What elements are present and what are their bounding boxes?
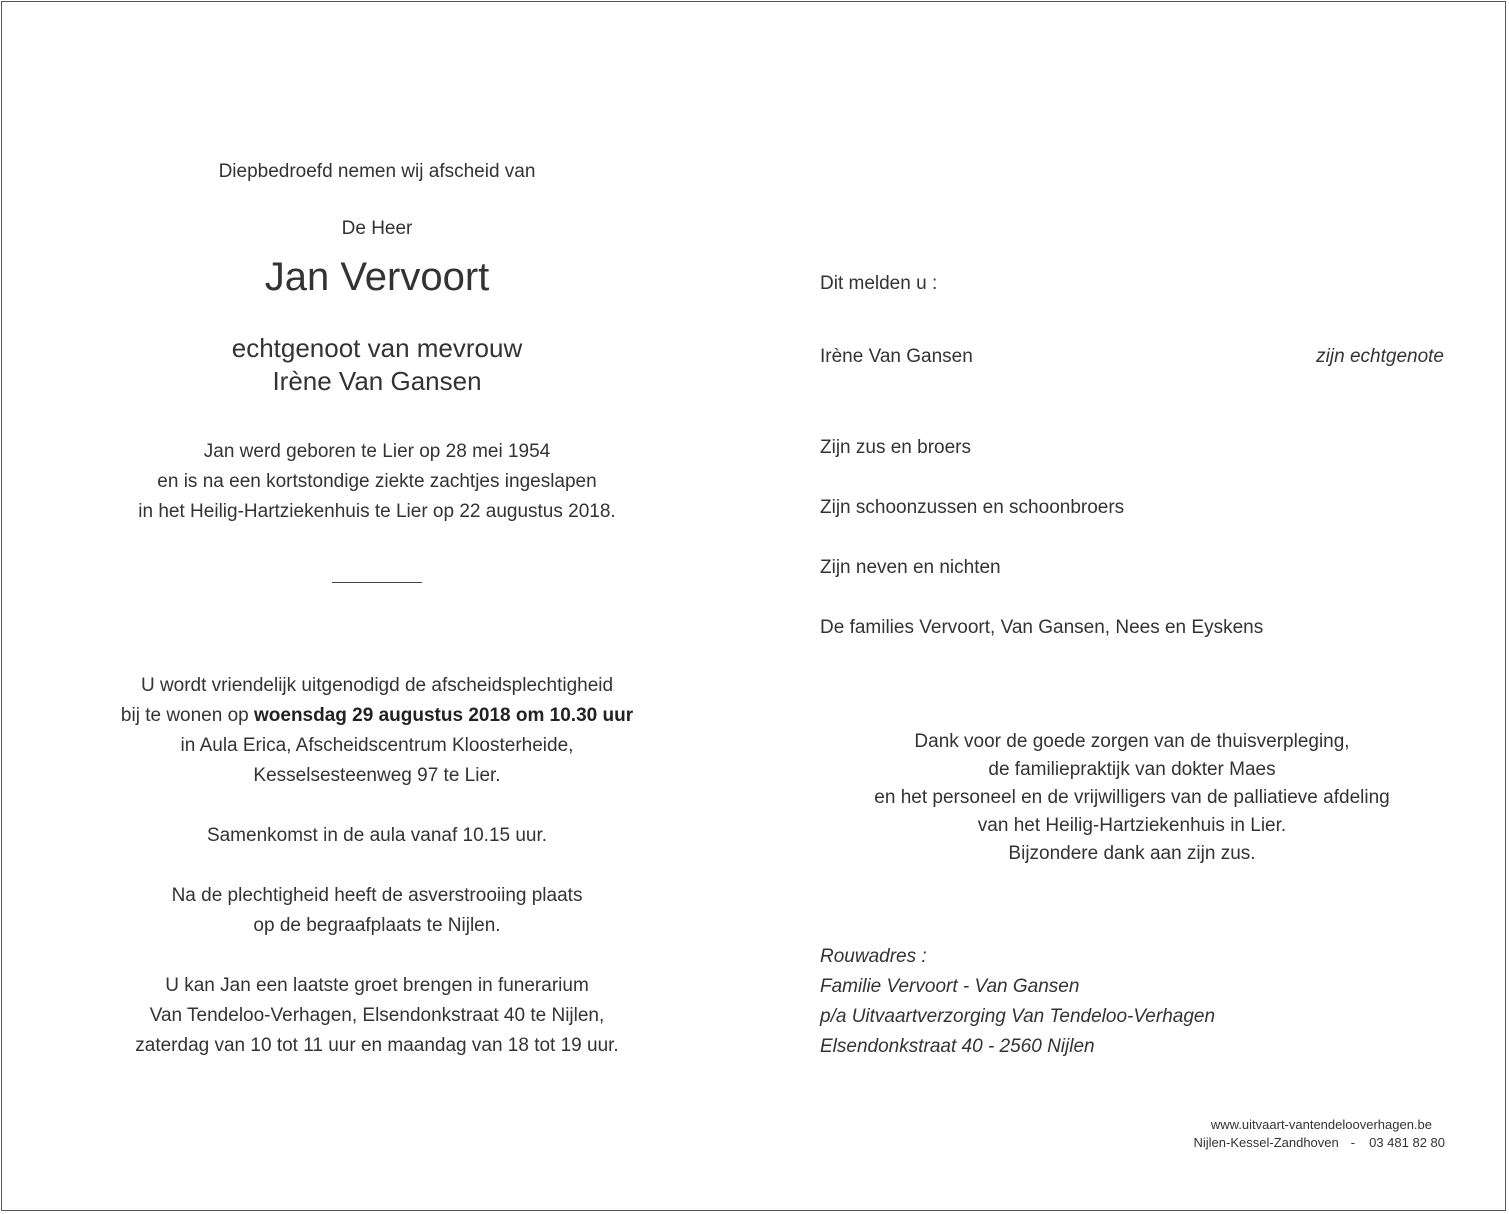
thanks-line: de familiepraktijk van dokter Maes <box>988 759 1276 780</box>
invite-line: Kesselsesteenweg 97 te Lier. <box>253 765 501 786</box>
family-line: De families Vervoort, Van Gansen, Nees en Eyskens <box>820 617 1264 638</box>
spouse-label: echtgenoot van mevrouw <box>231 333 523 363</box>
scattering-line: op de begraafplaats te Nijlen. <box>253 915 501 936</box>
gathering-text: Samenkomst in de aula vanaf 10.15 uur. <box>206 825 548 846</box>
bio-line: Jan werd geboren te Lier op 28 mei 1954 <box>203 441 551 462</box>
thanks-line: Dank voor de goede zorgen van de thuisverpleging, <box>914 731 1350 752</box>
contact-separator: - <box>1350 1135 1356 1150</box>
funeral-home-phone: 03 481 82 80 <box>1369 1135 1445 1150</box>
funeral-home-locations: Nijlen-Kessel-Zandhoven <box>1193 1135 1339 1150</box>
address-line: p/a Uitvaartverzorging Van Tendeloo-Verhagen <box>820 1006 1216 1027</box>
divider-line <box>332 582 422 583</box>
funeral-home-website: www.uitvaart-vantendelooverhagen.be <box>1210 1117 1432 1132</box>
bio-line: en is na een kortstondige ziekte zachtjes ingeslapen <box>157 471 597 492</box>
survivor-spouse-role: zijn echtgenote <box>1316 346 1444 367</box>
invite-line: in Aula Erica, Afscheidscentrum Kloosterheide, <box>180 735 574 756</box>
invite-prefix: bij te wonen op <box>120 705 254 726</box>
invite-line-date <box>121 705 633 727</box>
address-heading: Rouwadres : <box>820 946 927 967</box>
ceremony-datetime: woensdag 29 augustus 2018 om 10.30 uur <box>254 705 634 726</box>
family-line: Zijn schoonzussen en schoonbroers <box>820 497 1125 518</box>
honorific: De Heer <box>341 218 413 239</box>
visit-line: U kan Jan een laatste groet brengen in funerarium <box>165 975 589 996</box>
deceased-name: Jan Vervoort <box>264 255 490 299</box>
visit-line: Van Tendeloo-Verhagen, Elsendonkstraat 40 te Nijlen, <box>149 1005 605 1026</box>
funeral-home-contact <box>1194 1135 1446 1151</box>
address-line: Familie Vervoort - Van Gansen <box>820 976 1080 997</box>
invite-line: U wordt vriendelijk uitgenodigd de afscheidsplechtigheid <box>140 675 614 696</box>
spouse-name: Irène Van Gansen <box>272 366 482 396</box>
family-line: Zijn neven en nichten <box>820 557 1001 578</box>
survivor-spouse-name: Irène Van Gansen <box>820 346 973 367</box>
family-line: Zijn zus en broers <box>820 437 972 458</box>
bio-line: in het Heilig-Hartziekenhuis te Lier op 22 augustus 2018. <box>138 501 616 522</box>
intro-text: Diepbedroefd nemen wij afscheid van <box>218 161 536 182</box>
address-line: Elsendonkstraat 40 - 2560 Nijlen <box>820 1036 1095 1057</box>
thanks-line: van het Heilig-Hartziekenhuis in Lier. <box>977 815 1287 836</box>
scattering-line: Na de plechtigheid heeft de asverstrooiing plaats <box>171 885 583 906</box>
visit-line: zaterdag van 10 tot 11 uur en maandag van 18 tot 19 uur. <box>135 1035 619 1056</box>
announce-text: Dit melden u : <box>820 273 938 294</box>
thanks-line: en het personeel en de vrijwilligers van de palliatieve afdeling <box>874 787 1390 808</box>
thanks-line: Bijzondere dank aan zijn zus. <box>1008 843 1256 864</box>
